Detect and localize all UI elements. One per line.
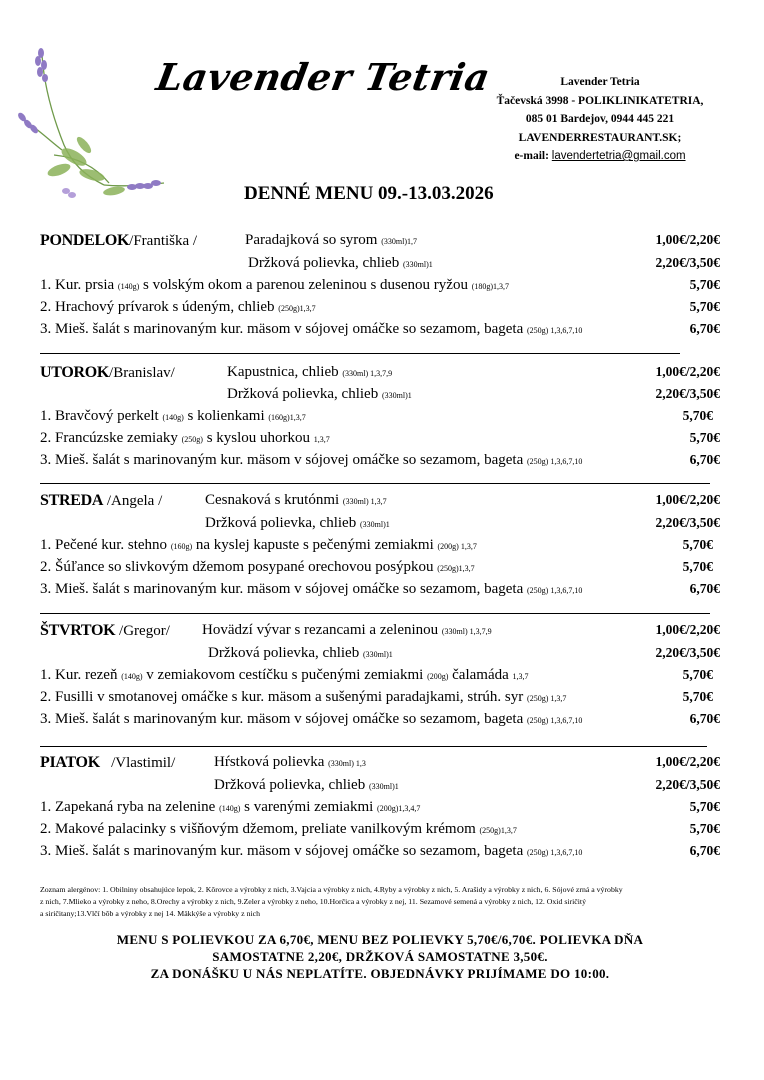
contact-address1: Ťačevská 3998 - POLIKLINIKATETRIA, (496, 94, 704, 107)
day-label: STREDA (40, 492, 104, 509)
footer-note (40, 931, 720, 982)
menu-row (40, 559, 713, 581)
soup-note: (330ml) 1,3,7,9 (342, 369, 393, 378)
dish-note-2: (160g)1,3,7 (268, 413, 306, 422)
soup-text: Paradajková so syrom (245, 232, 378, 248)
contact-block (470, 73, 730, 166)
dish-text: 1. Kur. prsia (40, 277, 115, 293)
dish-text-2: s volským okom a parenou zeleninou s dusenou ryžou (143, 277, 468, 293)
dish-note-2: 1,3,7 (313, 435, 330, 444)
menu-row (40, 255, 720, 277)
menu-row (40, 667, 713, 689)
menu-row (40, 277, 720, 299)
soup-price: 2,20€/3,50€ (655, 386, 720, 401)
dish-price: 6,70€ (689, 711, 720, 726)
dish-note: (140g) (121, 672, 143, 681)
soup-price: 1,00€/2,20€ (655, 492, 720, 507)
dish-price: 5,70€ (682, 667, 713, 682)
dish-text: 2. Makové palacinky s višňovým džemom, preliate vanilkovým krémom (40, 821, 476, 837)
soup-text: Držková polievka, chlieb (248, 255, 400, 271)
dish-text-2: s kolienkami (187, 408, 265, 424)
soup-price: 1,00€/2,20€ (655, 622, 720, 637)
dish-price: 5,70€ (689, 821, 720, 836)
dish-text-3: čalamáda (452, 667, 509, 683)
page-title: DENNÉ MENU 09.-13.03.2026 (244, 183, 494, 204)
soup-note: (330ml) 1,3 (328, 759, 366, 768)
dish-text: 2. Fusilli v smotanovej omáčke s kur. mäsom a sušenými paradajkami, strúh. syr (40, 689, 524, 705)
dish-price: 5,70€ (682, 408, 713, 423)
dish-note-3: 1,3,7 (512, 672, 529, 681)
footer-line: MENU S POLIEVKOU ZA 6,70€, MENU BEZ POLIEVKY 5,70€/6,70€. POLIEVKA DŇA (116, 932, 644, 947)
dish-text: 2. Šúľance so slivkovým džemom posypané orechovou posýpkou (40, 559, 434, 575)
dish-price: 5,70€ (689, 277, 720, 292)
dish-note: (250g)1,3,7 (437, 564, 475, 573)
menu-row (40, 364, 720, 386)
menu-row (40, 386, 720, 408)
menu-row (40, 452, 720, 474)
dish-price: 5,70€ (689, 799, 720, 814)
dish-text: 1. Bravčový perkelt (40, 408, 159, 424)
brand-logo: Lavender Tetria (153, 55, 494, 99)
allergen-list (40, 884, 720, 920)
soup-text: Držková polievka, chlieb (227, 386, 379, 402)
soup-price: 1,00€/2,20€ (655, 232, 720, 247)
soup-note: (330ml)1 (402, 260, 433, 269)
soup-text: Hŕstková polievka (214, 754, 325, 770)
soup-price: 1,00€/2,20€ (655, 754, 720, 769)
dish-text-2: v zemiakovom cestíčku s pučenými zemiakmi (146, 667, 424, 683)
dish-text: 2. Hrachový prívarok s údeným, chlieb (40, 299, 275, 315)
footer-line: ZA DONÁŠKU U NÁS NEPLATÍTE. OBJEDNÁVKY PRIJÍMAME DO 10:00. (150, 966, 610, 981)
dish-note-2: (200g) 1,3,7 (437, 542, 477, 551)
soup-text: Hovädzí vývar s rezancami a zeleninou (202, 622, 439, 638)
menu-row (40, 645, 720, 667)
soup-price: 2,20€/3,50€ (655, 255, 720, 270)
menu-row (40, 689, 713, 711)
menu-row (40, 821, 720, 843)
dish-note: (250g)1,3,7 (278, 304, 316, 313)
day-label: PONDELOK (40, 232, 130, 249)
dish-note: (250g)1,3,7 (479, 826, 517, 835)
nameday-label: /Gregor/ (119, 623, 170, 639)
menu-row (40, 492, 720, 514)
footer-line: SAMOSTATNE 2,20€, DRŽKOVÁ SAMOSTATNE 3,50€. (212, 949, 548, 964)
dish-note: (250g) 1,3,7 (527, 694, 567, 703)
soup-note: (330ml)1 (359, 520, 390, 529)
menu-row (40, 799, 720, 821)
nameday-label: /Františka / (129, 233, 198, 249)
menu-row (40, 321, 720, 343)
dish-note: (250g) 1,3,6,7,10 (526, 457, 583, 466)
soup-note: (330ml)1,7 (381, 237, 418, 246)
dish-note: (140g) (162, 413, 184, 422)
day-label: PIATOK (40, 754, 100, 771)
soup-note: (330ml)1 (362, 650, 393, 659)
dish-note: (140g) (219, 804, 241, 813)
contact-name: Lavender Tetria (560, 76, 640, 88)
dish-text-2: na kyslej kapuste s pečenými zemiakmi (195, 537, 434, 553)
dish-price: 6,70€ (689, 452, 720, 467)
dish-note: (250g) 1,3,6,7,10 (526, 586, 583, 595)
menu-row (40, 408, 713, 430)
soup-text: Držková polievka, chlieb (205, 515, 357, 531)
day-label: ŠTVRTOK (40, 622, 116, 639)
section-divider (40, 613, 710, 614)
dish-text: 3. Mieš. šalát s marinovaným kur. mäsom v sójovej omáčke so sezamom, bageta (40, 843, 524, 859)
menu-row (40, 754, 720, 776)
dish-text: 3. Mieš. šalát s marinovaným kur. mäsom v sójovej omáčke so sezamom, bageta (40, 452, 524, 468)
dish-text: 2. Francúzske zemiaky (40, 430, 178, 446)
menu-row (40, 581, 720, 603)
soup-note: (330ml)1 (368, 782, 399, 791)
menu-row (40, 711, 720, 733)
soup-text: Kapustnica, chlieb (227, 364, 339, 380)
allergen-line: Zoznam alergénov: 1. Obilniny obsahujúce lepok, 2. Kôrovce a výrobky z nich, 3.Vajcia a výrobky z nich, 4.Ryby a výrobky z nich, 5. Arašidy a výrobky z nich, 6. Sójové zrná a výrobky (40, 885, 623, 894)
contact-web: LAVENDERRESTAURANT.SK; (518, 131, 682, 144)
day-label: UTOROK (40, 364, 110, 381)
dish-price: 5,70€ (682, 537, 713, 552)
section-divider (40, 353, 680, 354)
menu-row (40, 430, 720, 452)
dish-note-2: (180g)1,3,7 (471, 282, 510, 291)
menu-row (40, 299, 720, 321)
lavender-illustration-icon (14, 45, 174, 205)
soup-price: 1,00€/2,20€ (655, 364, 720, 379)
soup-price: 2,20€/3,50€ (655, 515, 720, 530)
soup-price: 2,20€/3,50€ (655, 777, 720, 792)
soup-note: (330ml) 1,3,7 (342, 497, 387, 506)
contact-address2: 085 01 Bardejov, 0944 445 221 (525, 113, 675, 125)
dish-price: 6,70€ (689, 843, 720, 858)
nameday-label: /Angela / (106, 493, 163, 509)
menu-row (40, 232, 720, 254)
dish-note-2: (200g) (427, 672, 449, 681)
soup-price: 2,20€/3,50€ (655, 645, 720, 660)
soup-text: Cesnaková s krutónmi (205, 492, 340, 508)
dish-note: (250g) (181, 435, 203, 444)
menu-row (40, 515, 720, 537)
dish-text: 1. Kur. rezeň (40, 667, 118, 683)
dish-note-2: (200g)1,3,4,7 (377, 804, 421, 813)
dish-price: 6,70€ (689, 321, 720, 336)
contact-email-row (470, 147, 730, 166)
dish-note: (250g) 1,3,6,7,10 (526, 326, 583, 335)
soup-note: (330ml)1 (381, 391, 412, 400)
dish-price: 5,70€ (689, 299, 720, 314)
nameday-label: /Vlastimil/ (111, 755, 176, 771)
dish-text: 3. Mieš. šalát s marinovaným kur. mäsom v sójovej omáčke so sezamom, bageta (40, 581, 524, 597)
dish-note: (160g) (170, 542, 193, 551)
menu-row (40, 843, 720, 865)
dish-text: 3. Mieš. šalát s marinovaným kur. mäsom v sójovej omáčke so sezamom, bageta (40, 711, 524, 727)
dish-price: 5,70€ (682, 689, 713, 704)
menu-row (40, 537, 713, 559)
soup-note: (330ml) 1,3,7,9 (441, 627, 492, 636)
soup-text: Držková polievka, chlieb (208, 645, 360, 661)
dish-text-2: s kyslou uhorkou (206, 430, 311, 446)
soup-text: Držková polievka, chlieb (214, 777, 366, 793)
email-label: e-mail: (514, 150, 549, 162)
dish-text: 1. Zapekaná ryba na zelenine (40, 799, 216, 815)
dish-note: (140g) (117, 282, 140, 291)
nameday-label: /Branislav/ (109, 365, 175, 381)
menu-row (40, 622, 720, 644)
dish-note: (250g) 1,3,6,7,10 (526, 716, 583, 725)
allergen-line: a siričitany;13.Vlčí bôb a výrobky z nej 14. Mäkkýše a výrobky z nich (40, 909, 260, 918)
dish-text-2: s varenými zemiakmi (244, 799, 374, 815)
dish-note: (250g) 1,3,6,7,10 (526, 848, 583, 857)
section-divider (40, 746, 707, 747)
section-divider (40, 483, 710, 484)
dish-price: 6,70€ (689, 581, 720, 596)
menu-row (40, 777, 720, 799)
dish-text: 3. Mieš. šalát s marinovaným kur. mäsom v sójovej omáčke so sezamom, bageta (40, 321, 524, 337)
allergen-line: z nich, 7.Mlieko a výrobky z neho, 8.Orechy a výrobky z nich, 9.Zeler a výrobky z neho, 10.Horčica a výrobky z nej, 11. Sezamové semená a výrobky z nich, 12. Oxid siričitý (40, 897, 586, 906)
dish-price: 5,70€ (689, 430, 720, 445)
email-link[interactable]: lavendertetria@gmail.com (551, 150, 686, 162)
dish-text: 1. Pečené kur. stehno (40, 537, 168, 553)
dish-price: 5,70€ (682, 559, 713, 574)
